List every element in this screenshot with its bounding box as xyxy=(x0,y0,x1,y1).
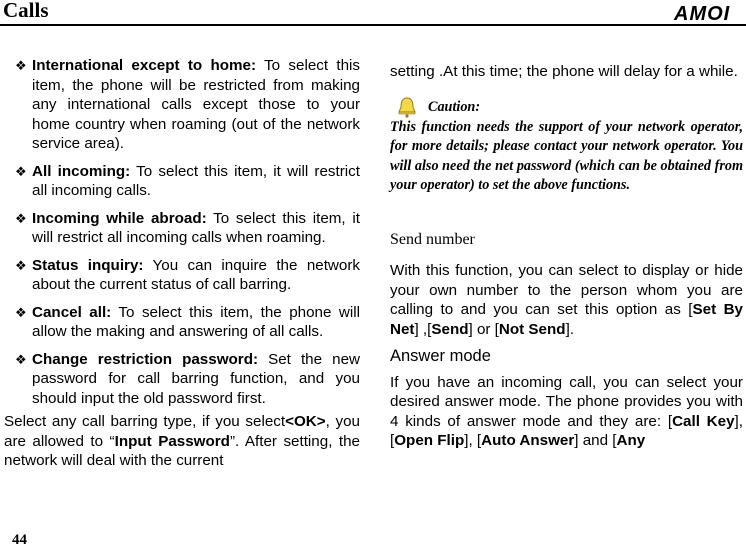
page-title: Calls xyxy=(3,0,49,22)
option-send: Send xyxy=(431,320,469,338)
bullet-term: All incoming: xyxy=(32,162,131,180)
option-auto-answer: Auto Answer xyxy=(481,432,575,449)
diamond-bullet-icon: ❖ xyxy=(15,58,27,73)
option-any: Any xyxy=(616,432,646,449)
send-number-paragraph xyxy=(390,261,743,339)
answer-mode-text: ], [ xyxy=(464,432,482,449)
closing-paragraph xyxy=(4,412,360,471)
answer-mode-text: ] and [ xyxy=(574,432,617,449)
option-set-by-net: Set By Net xyxy=(390,301,744,338)
bullet-item xyxy=(4,209,360,248)
caution-block xyxy=(390,96,743,196)
bullet-term: Status inquiry: xyxy=(32,256,144,274)
bullet-term: International except to home: xyxy=(32,57,257,74)
caution-text: This function needs the support of your network operator, for more details; please contact your network operator. You will also need the net password (which can be obtained from your operator) to set the above functions. xyxy=(390,118,743,193)
closing-text: , you are allowed to “ xyxy=(4,413,360,450)
ok-keyword: <OK> xyxy=(285,413,326,430)
caution-title: Caution: xyxy=(428,99,481,115)
bullet-text: To select this item, it will restrict all incoming calls. xyxy=(32,162,360,199)
diamond-bullet-icon: ❖ xyxy=(15,351,27,367)
bullet-text: Set the new password for call barring function, and you should input the old password first. xyxy=(32,350,360,407)
bullet-item xyxy=(4,56,360,154)
answer-mode-heading: Answer mode xyxy=(390,347,491,365)
bullet-text: To select this item, it will restrict all incoming calls when roaming. xyxy=(32,209,360,246)
bullet-item xyxy=(4,303,360,342)
send-number-heading: Send number xyxy=(390,230,475,248)
right-column xyxy=(390,62,743,451)
diamond-bullet-icon: ❖ xyxy=(15,304,27,320)
send-number-text: With this function, you can select to display or hide your own number to the person whom you are calling to and you can set this option as [ xyxy=(390,262,743,318)
answer-mode-text: If you have an incoming call, you can select your desired answer mode. The phone provides you with 4 kinds of answer mode and they are: [ xyxy=(390,373,743,430)
header-rule xyxy=(0,24,746,26)
bullet-text: To select this item, the phone will be restricted from making any international calls except those to your home country when roaming (out of the network service area). xyxy=(32,57,361,152)
continuation-paragraph: setting .At this time; the phone will delay for a while. xyxy=(390,63,738,80)
closing-text: Select any call barring type, if you select xyxy=(4,413,286,430)
amoi-logo xyxy=(672,2,738,24)
bullet-term: Incoming while abroad: xyxy=(32,209,207,227)
option-not-send: Not Send xyxy=(498,320,566,338)
option-call-key: Call Key xyxy=(672,412,735,430)
bullet-term: Cancel all: xyxy=(32,303,112,321)
diamond-bullet-icon: ❖ xyxy=(15,257,27,273)
answer-mode-paragraph xyxy=(390,373,743,451)
bullet-term: Change restriction password: xyxy=(32,350,259,368)
caution-header xyxy=(396,96,743,118)
bullet-item xyxy=(4,256,360,295)
send-number-text: ]. xyxy=(565,320,575,338)
option-open-flip: Open Flip xyxy=(394,432,465,449)
diamond-bullet-icon: ❖ xyxy=(15,163,27,179)
closing-text: ”. After setting, the network will deal with the current xyxy=(4,432,361,469)
bullet-item xyxy=(4,162,360,201)
logo-text: AMOI xyxy=(674,3,731,24)
bell-icon xyxy=(396,96,418,118)
bullet-text: You can inquire the network about the current status of call barring. xyxy=(32,256,360,293)
page-number: 44 xyxy=(12,532,27,548)
answer-mode-text: ], [ xyxy=(390,412,743,449)
diamond-bullet-icon: ❖ xyxy=(15,210,27,226)
send-number-text: ] ,[ xyxy=(414,320,432,338)
send-number-text: ] or [ xyxy=(468,320,499,338)
left-column xyxy=(4,56,360,471)
input-password-keyword: Input Password xyxy=(114,432,230,450)
bullet-text: To select this item, the phone will allow the making and answering of all calls. xyxy=(32,303,360,340)
bullet-item xyxy=(4,350,360,409)
